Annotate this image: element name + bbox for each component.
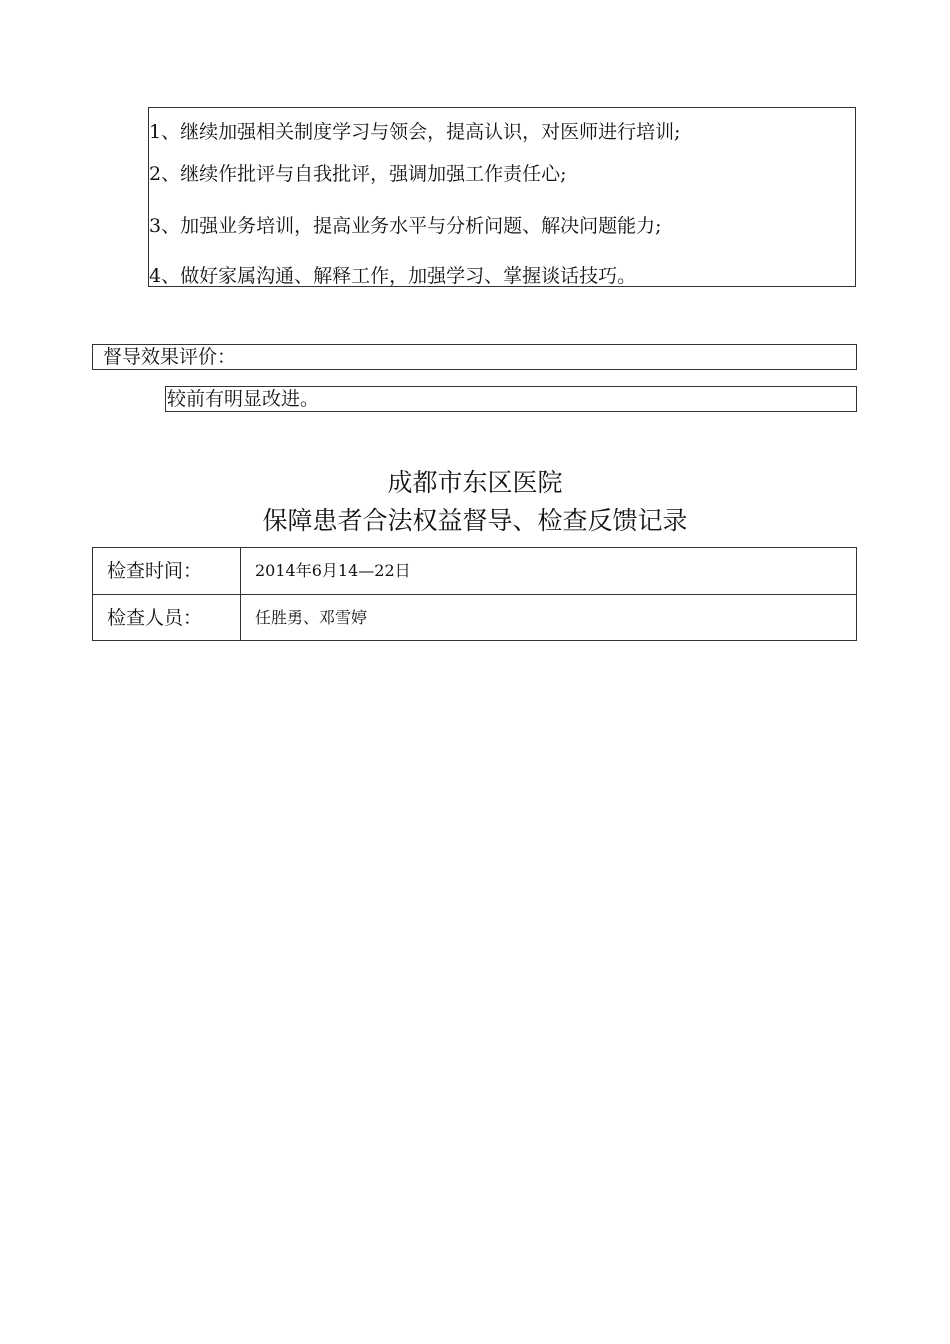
record-title: 保障患者合法权益督导、检查反馈记录 [262,506,688,535]
inspection-time-row [93,548,856,595]
inspection-time-value: 2014年6月14—22日 [255,561,411,580]
measure-item-1: 1、继续加强相关制度学习与领会，提高认识，对医师进行培训; [149,121,681,143]
inspection-staff-label: 检查人员： [93,595,241,641]
inspection-time-label: 检查时间： [93,548,241,594]
measure-item-2: 2、继续作批评与自我批评，强调加强工作责任心; [149,163,567,185]
improvement-measures-box [148,107,856,287]
inspection-staff-row [93,595,856,641]
inspection-staff-value: 任胜勇、邓雪婷 [255,608,368,627]
inspection-info-table [92,547,857,641]
evaluation-label: 督导效果评价： [92,344,857,370]
hospital-name: 成都市东区医院 [387,468,563,497]
measure-item-3: 3、加强业务培训，提高业务水平与分析问题、解决问题能力; [149,215,662,237]
evaluation-content: 较前有明显改进。 [165,386,857,412]
measure-item-4: 4、做好家属沟通、解释工作，加强学习、掌握谈话技巧。 [149,265,637,287]
